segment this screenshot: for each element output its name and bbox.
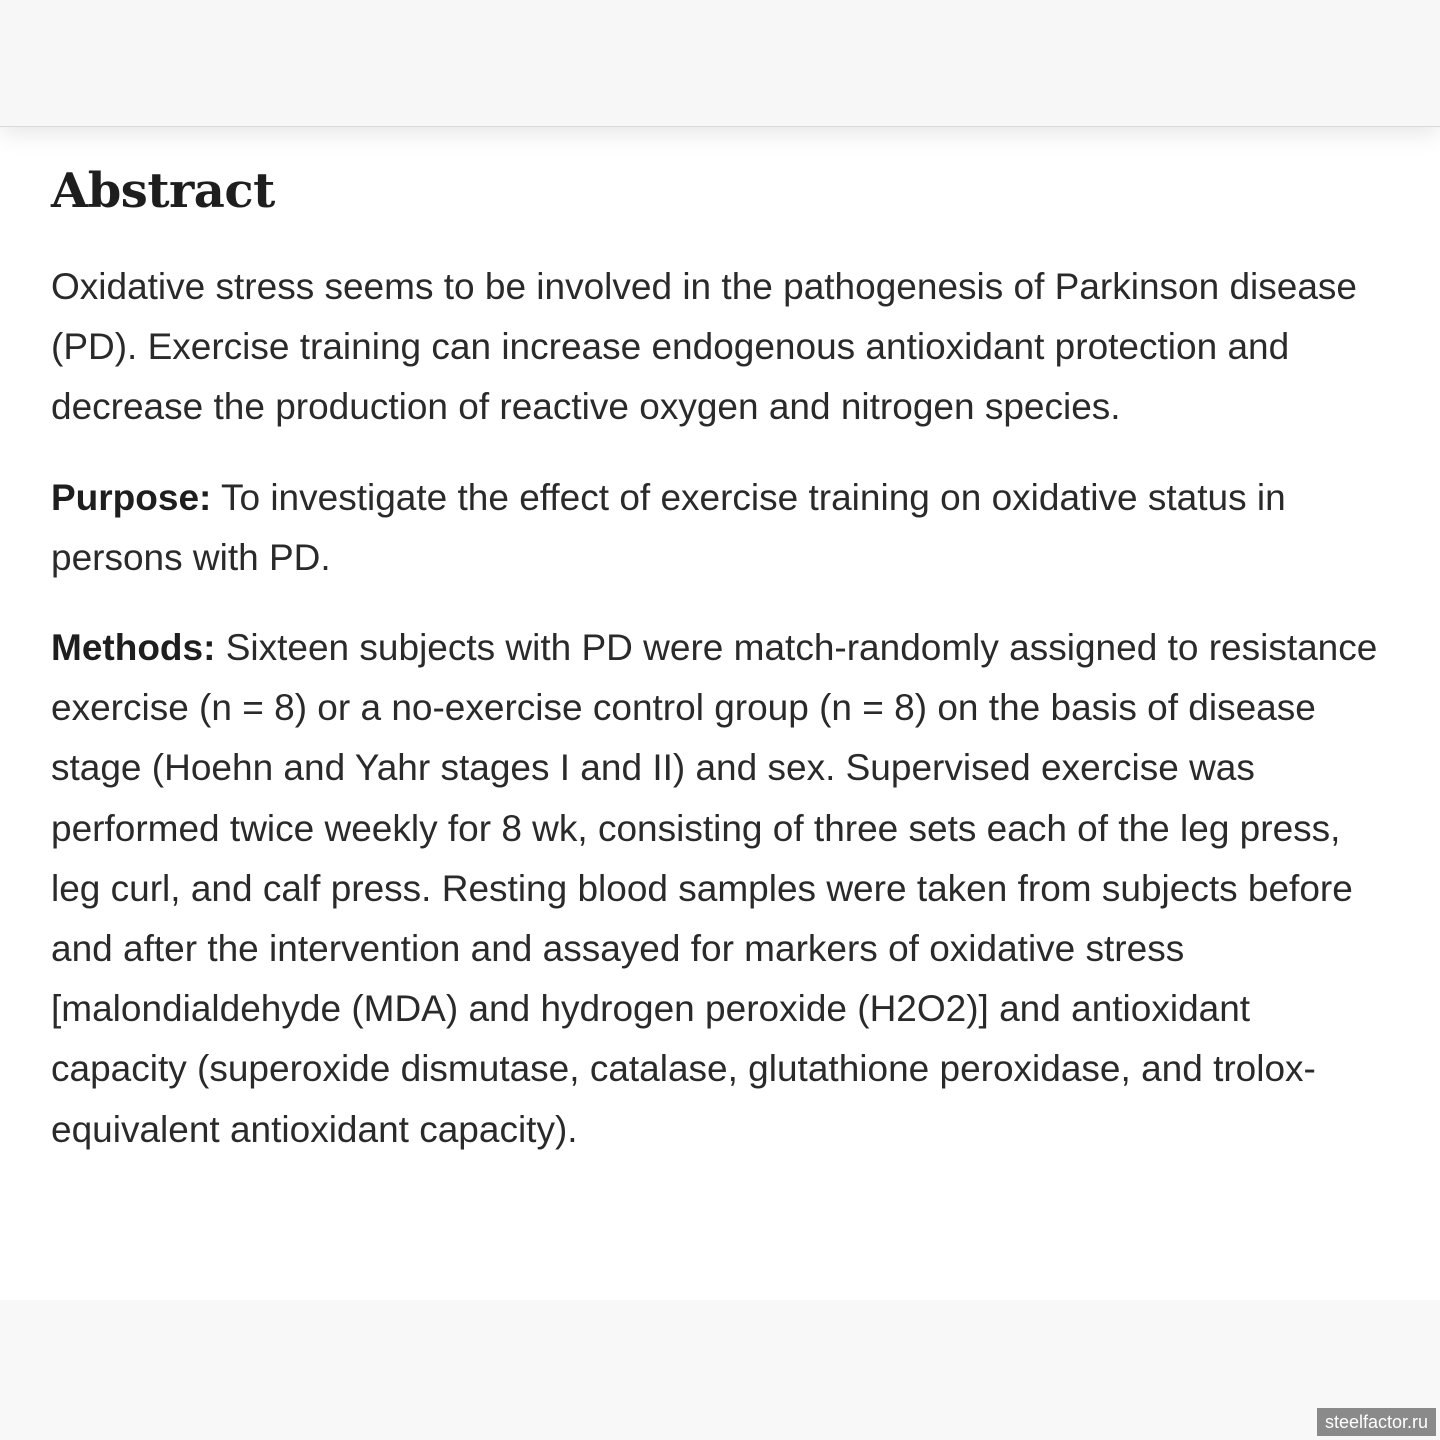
methods-text: Sixteen subjects with PD were match-randomly assigned to resistance exercise (n = 8) or a no-exercise control group (n = 8) on the basis of disease stage (Hoehn and Yahr stages I and II) and sex. Supervised exercise was performed twice weekly for 8 wk, consisting of three sets each of the leg press, leg curl, and calf press. Resting blood samples were taken from subjects before and after the intervention and assayed for markers of oxidative stress [malondialdehyde (MDA) and hydrogen peroxide (H2O2)] and antioxidant capacity (superoxide dismutase, catalase, glutathione peroxidase, and trolox-equivalent antioxidant capacity). <box>51 627 1378 1150</box>
purpose-label: Purpose: <box>51 476 212 518</box>
methods-label: Methods: <box>51 627 216 669</box>
abstract-body <box>51 257 1396 1190</box>
top-bar <box>0 0 1440 127</box>
abstract-heading: Abstract <box>51 163 275 219</box>
abstract-intro-paragraph: Oxidative stress seems to be involved in the pathogenesis of Parkinson disease (PD). Exercise training can increase endogenous antioxidant protection and decrease the production of reactive oxygen and nitrogen species. <box>51 266 1358 428</box>
abstract-section <box>0 127 1440 1300</box>
purpose-text: To investigate the effect of exercise training on oxidative status in persons with PD. <box>51 476 1286 578</box>
methods-paragraph <box>51 618 1396 1160</box>
watermark: steelfactor.ru <box>1317 1408 1436 1436</box>
purpose-paragraph <box>51 468 1396 588</box>
